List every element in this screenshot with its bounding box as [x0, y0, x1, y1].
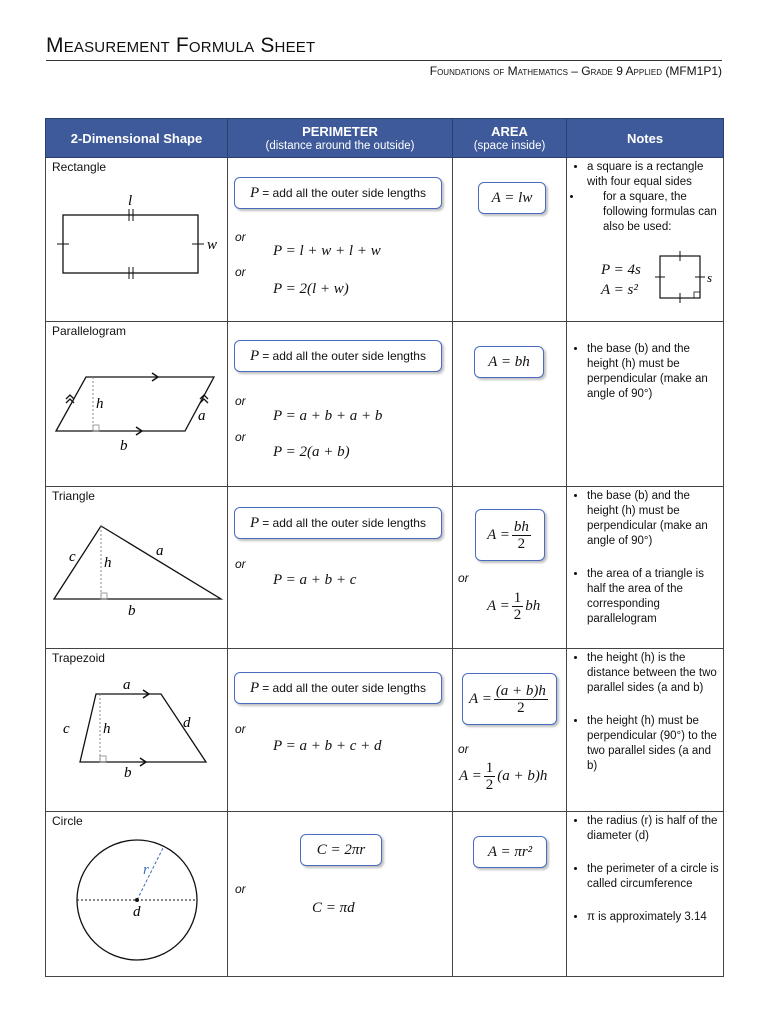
shape-name: Rectangle: [52, 160, 107, 174]
triangle-notes-cell: [567, 487, 724, 649]
notes-list: [567, 812, 723, 925]
shape-name: Trapezoid: [52, 651, 105, 665]
note-item: • the base (b) and the height (h) must be perpendicular (make an angle of 90°): [587, 489, 719, 549]
notes-list: [567, 322, 723, 402]
row-trapezoid: [46, 649, 724, 812]
trapezoid-shape-cell: [46, 649, 228, 812]
rectangle-area-cell: [453, 158, 567, 322]
label-w: w: [207, 237, 218, 253]
formula-table: [45, 118, 724, 977]
note-item: • a square is a rectangle with four equal sides: [587, 160, 719, 190]
perimeter-sum-box: P = add all the outer side lengths: [234, 672, 442, 704]
rectangle-perimeter-cell: [228, 158, 453, 322]
label-a: a: [123, 677, 131, 693]
label-d: d: [183, 715, 191, 731]
trapezoid-area-cell: [453, 649, 567, 812]
circle-perimeter-cell: [228, 812, 453, 977]
trapezoid-perimeter-cell: [228, 649, 453, 812]
perimeter-formula: P = 2(l + w): [273, 281, 349, 297]
circumference-alt-formula: C = πd: [312, 900, 355, 916]
label-r: r: [143, 862, 149, 878]
header-area: AREA (space inside): [453, 119, 567, 158]
label-d: d: [133, 904, 141, 920]
or-label: or: [235, 882, 246, 896]
row-rectangle: [46, 158, 724, 322]
label-s: s: [707, 270, 713, 285]
note-item: • the area of a triangle is half the area of the corresponding parallelogram: [587, 567, 719, 627]
perimeter-formula: P = 2(a + b): [273, 444, 350, 460]
label-h: h: [96, 396, 104, 412]
page-subtitle: Foundations of Mathematics – Grade 9 Applied (MFM1P1): [429, 64, 722, 78]
parallelogram-notes-cell: [567, 322, 724, 487]
label-l: l: [128, 193, 133, 209]
shape-name: Triangle: [52, 489, 95, 503]
label-b: b: [120, 438, 128, 454]
header-perimeter: PERIMETER (distance around the outside): [228, 119, 453, 158]
triangle-area-cell: [453, 487, 567, 649]
or-label: or: [235, 722, 246, 736]
triangle-diagram: [46, 487, 228, 649]
label-b: b: [124, 765, 132, 781]
notes-list: [567, 487, 723, 627]
or-label: or: [235, 265, 246, 279]
area-formula-box: A = $\frac{(a + b)h}{2}$: [462, 673, 557, 725]
square-diagram: [567, 158, 724, 322]
or-label: or: [458, 742, 469, 756]
label-h: h: [103, 721, 111, 737]
area-formula-box: A = lw: [478, 182, 546, 214]
circle-area-cell: [453, 812, 567, 977]
perimeter-sum-box: P = add all the outer side lengths: [234, 340, 442, 372]
trapezoid-diagram: [46, 649, 228, 812]
parallelogram-area-cell: [453, 322, 567, 487]
parallelogram-perimeter-cell: [228, 322, 453, 487]
circumference-formula-box: C = 2πr: [300, 834, 382, 866]
circle-shape-cell: [46, 812, 228, 977]
parallelogram-diagram: [46, 322, 228, 487]
parallelogram-shape-cell: [46, 322, 228, 487]
perimeter-formula: P = a + b + a + b: [273, 408, 383, 424]
or-label: or: [235, 430, 246, 444]
area-alt-formula: A = $\frac{1}{2}$ (a + b)h: [459, 760, 548, 793]
square-perimeter-formula: P = 4s: [601, 262, 641, 278]
note-subitem: • for a square, the following formulas can also be used:: [583, 190, 719, 235]
area-formula-box: A = $\frac{bh}{2}$: [475, 509, 545, 561]
perimeter-formula: P = a + b + c: [273, 572, 357, 588]
note-item: • the height (h) must be perpendicular (90°) to the two parallel sides (a and b): [587, 714, 719, 774]
row-circle: [46, 812, 724, 977]
area-formula-box: A = bh: [474, 346, 544, 378]
or-label: or: [458, 571, 469, 585]
area-formula-box: A = πr²: [473, 836, 547, 868]
shape-name: Circle: [52, 814, 83, 828]
perimeter-formula: P = a + b + c + d: [273, 738, 382, 754]
rectangle-diagram: [46, 158, 228, 322]
triangle-shape-cell: [46, 487, 228, 649]
label-a: a: [198, 408, 206, 424]
square-area-formula: A = s²: [601, 282, 638, 298]
circle-diagram: [46, 812, 228, 977]
or-label: or: [235, 557, 246, 571]
label-c: c: [69, 549, 76, 565]
label-h: h: [104, 555, 112, 571]
header-row: [46, 119, 724, 158]
note-item: • the perimeter of a circle is called circumference: [587, 862, 719, 892]
note-item: • π is approximately 3.14: [587, 910, 719, 925]
or-label: or: [235, 394, 246, 408]
note-item: • the base (b) and the height (h) must be perpendicular (make an angle of 90°): [587, 342, 719, 402]
rectangle-notes-cell: [567, 158, 724, 322]
note-item: • the height (h) is the distance between the two parallel sides (a and b): [587, 651, 719, 696]
triangle-perimeter-cell: [228, 487, 453, 649]
label-b: b: [128, 603, 136, 619]
rectangle-shape-cell: [46, 158, 228, 322]
header-notes: Notes: [567, 119, 724, 158]
page-title: Measurement Formula Sheet: [46, 34, 722, 61]
notes-list: [567, 649, 723, 774]
note-item: • the radius (r) is half of the diameter (d): [587, 814, 719, 844]
row-triangle: [46, 487, 724, 649]
area-alt-formula: A = $\frac{1}{2}$ bh: [487, 590, 541, 623]
perimeter-sum-box: P = add all the outer side lengths: [234, 507, 442, 539]
trapezoid-notes-cell: [567, 649, 724, 812]
label-a: a: [156, 543, 164, 559]
or-label: or: [235, 230, 246, 244]
perimeter-formula: P = l + w + l + w: [273, 243, 381, 259]
header-shape: 2-Dimensional Shape: [46, 119, 228, 158]
circle-notes-cell: [567, 812, 724, 977]
perimeter-sum-box: P = add all the outer side lengths: [234, 177, 442, 209]
label-c: c: [63, 721, 70, 737]
shape-name: Parallelogram: [52, 324, 127, 338]
row-parallelogram: [46, 322, 724, 487]
